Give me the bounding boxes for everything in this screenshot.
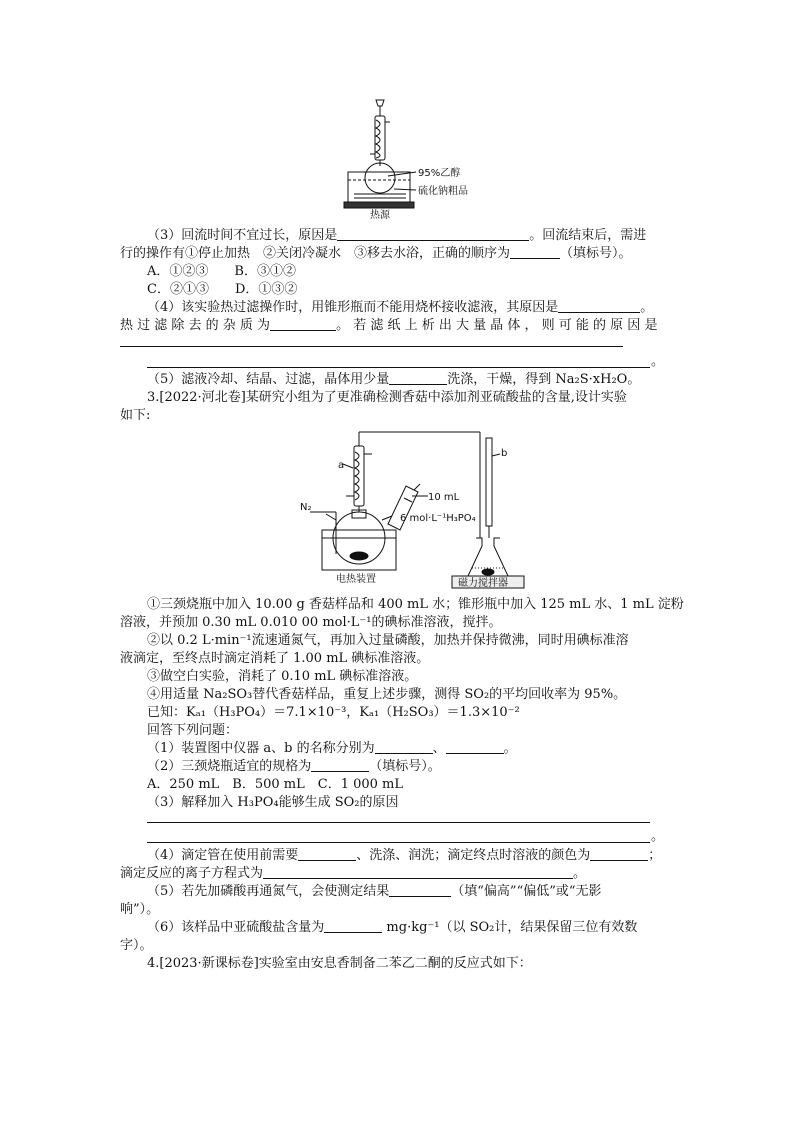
p3-q5-line-1: （5）若先加磷酸再通氮气，会使测定结果 （填“偏高”“偏低”或“无影 [147, 884, 602, 899]
problem-3-intro-1: 3.[2022·河北卷]某研究小组为了更准确检测香菇中添加剂亚硫酸盐的含量,设计实验 [147, 390, 627, 405]
so2-titration-apparatus-figure [296, 426, 536, 590]
q3-line-1: （3）回流时间不宜过长，原因是 。回流结束后，需进 [147, 228, 647, 243]
step-2-line-2: 液滴定，至终点时滴定消耗了 1.00 mL 碘标准溶液。 [120, 651, 430, 666]
answer-blank[interactable] [446, 740, 504, 754]
p3-q2-options: A．250 mL B．500 mL C．1 000 mL [147, 777, 404, 792]
q3-options-cd: C．②①③ D．①③② [147, 282, 298, 297]
answer-prompt: 回答下列问题： [147, 723, 239, 738]
label-b: b [501, 448, 508, 459]
answer-blank[interactable] [270, 317, 336, 331]
p3-q1: （1）装置图中仪器 a、b 的名称分别为 、 。 [147, 741, 517, 756]
answer-blank[interactable] [311, 758, 369, 772]
label-stirrer: 磁力搅拌器 [458, 578, 508, 589]
q4-end-period: 。 [651, 354, 665, 369]
p3-q3-end: 。 [651, 829, 665, 844]
q3-options-ab: A．①②③ B．③①② [147, 264, 296, 279]
answer-blank[interactable] [263, 865, 573, 879]
answer-blank[interactable] [510, 245, 560, 259]
answer-blank[interactable] [389, 883, 451, 897]
label-crude-product: 硫化钠粗品 [418, 186, 468, 197]
step-4: ④用适量 Na₂SO₃替代香菇样品，重复上述步骤，测得 SO₂的平均回收率为 95%。 [147, 687, 627, 702]
answer-blank[interactable] [375, 740, 433, 754]
answer-blank[interactable] [298, 847, 356, 861]
known-constants: 已知：Kₐ₁（H₃PO₄）＝7.1×10⁻³，Kₐ₁（H₂SO₃）＝1.3×10⁻² [147, 705, 520, 720]
q5-line: （5）滤液冷却、结晶、过滤，晶体用少量 洗涤，干燥，得到 Na₂S·xH₂O。 [147, 372, 641, 387]
answer-blank-line[interactable] [147, 842, 650, 843]
p3-q6-line-1: （6）该样品中亚硫酸盐含量为 mg·kg⁻¹（以 SO₂计，结果保留三位有效数 [147, 920, 638, 935]
answer-blank[interactable] [337, 227, 529, 241]
answer-blank-line[interactable] [120, 346, 623, 347]
problem-4-intro: 4.[2023·新课标卷]实验室由安息香制备二苯乙二酮的反应式如下： [147, 956, 532, 971]
p3-q2: （2）三颈烧瓶适宜的规格为 （填标号）。 [147, 759, 441, 774]
p3-q6-line-2: 字）。 [120, 938, 153, 953]
problem-3-intro-2: 如下: [120, 408, 151, 423]
answer-blank-line[interactable] [147, 367, 650, 368]
p3-q3: （3）解释加入 H₃PO₄能够生成 SO₂的原因 [147, 795, 399, 810]
answer-blank-line[interactable] [147, 822, 650, 823]
q4-line-1: （4）该实验热过滤操作时，用锥形瓶而不能用烧杯接收滤液，其原因是 。 [147, 300, 654, 315]
label-heat-source: 热源 [370, 210, 390, 220]
label-concentration: 6 mol·L⁻¹H₃PO₄ [400, 513, 476, 524]
label-ethanol: 95%乙醇 [418, 168, 461, 179]
q3-line-2: 行的操作有①停止加热 ②关闭冷凝水 ③移去水浴，正确的顺序为 （填标号）。 [120, 246, 632, 261]
reflux-apparatus-figure [340, 96, 515, 220]
label-n2: N₂ [300, 502, 312, 513]
step-2-line-1: ②以 0.2 L·min⁻¹流速通氮气，再加入过量磷酸，加热并保持微沸，同时用碘标准溶 [147, 633, 629, 648]
answer-blank[interactable] [558, 299, 640, 313]
label-heater: 电热装置 [336, 574, 376, 585]
label-volume: 10 mL [428, 492, 460, 503]
p3-q4-line-1: （4）滴定管在使用前需要 、洗涤、润洗；滴定终点时溶液的颜色为 ； [147, 848, 662, 863]
answer-blank[interactable] [389, 371, 447, 385]
step-1-line-2: 溶液，并预加 0.30 mL 0.010 00 mol·L⁻¹的碘标准溶液，搅拌。 [120, 615, 502, 630]
step-3: ③做空白实验，消耗了 0.10 mL 碘标准溶液。 [147, 669, 418, 684]
q4-line-2: 热 过 滤 除 去 的 杂 质 为 。 若 滤 纸 上 析 出 大 量 晶 体 ， 则 可 能 的 原 因 是 [120, 318, 658, 333]
answer-blank[interactable] [590, 847, 648, 861]
p3-q4-line-2: 滴定反应的离子方程式为 。 [120, 866, 587, 881]
p3-q5-line-2: 响”）。 [120, 902, 160, 917]
step-1-line-1: ①三颈烧瓶中加入 10.00 g 香菇样品和 400 mL 水；锥形瓶中加入 125 mL 水、1 mL 淀粉 [147, 597, 684, 612]
label-a: a [338, 460, 345, 471]
answer-blank[interactable] [324, 919, 382, 933]
